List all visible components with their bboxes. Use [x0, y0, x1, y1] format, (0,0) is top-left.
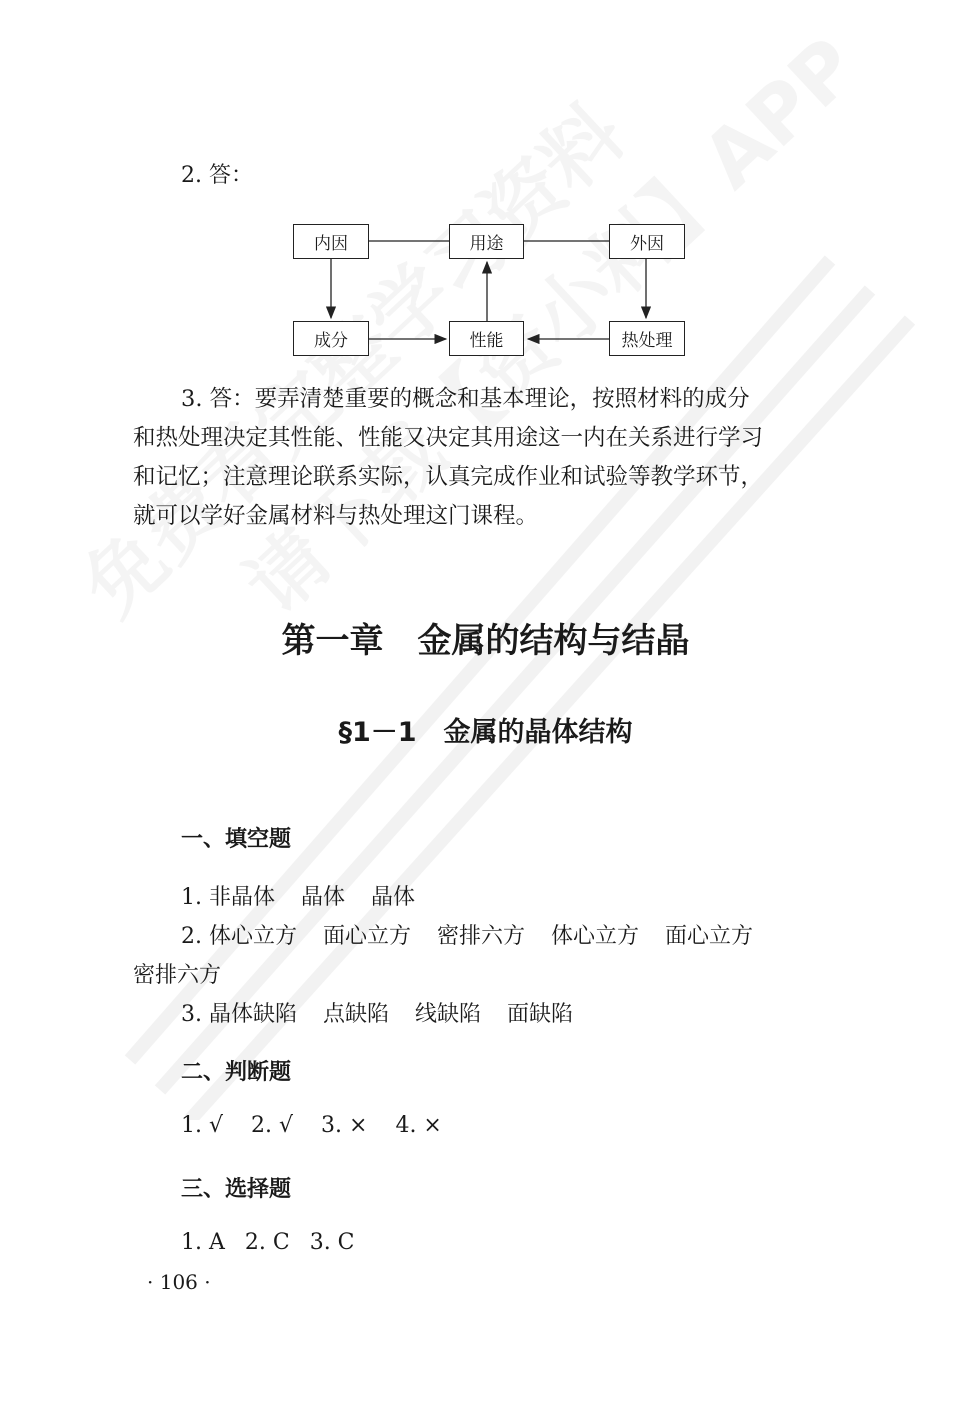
answer-text: 密排六方 — [437, 924, 526, 949]
judge-heading: 二、判断题 — [181, 1060, 292, 1085]
answer-text: 2. √ — [251, 1113, 294, 1138]
section-title: §1－1 金属的晶体结构 — [338, 717, 633, 748]
box-rechuli: 热处理 — [609, 321, 685, 356]
choice-answers — [181, 1230, 383, 1255]
fill-blank-heading: 一、填空题 — [181, 827, 292, 852]
answer-text: 3. C — [309, 1230, 355, 1255]
chapter-title: 第一章 金属的结构与结晶 — [281, 621, 690, 661]
answer-text: 线缺陷 — [415, 1002, 482, 1027]
box-yongtu: 用途 — [449, 224, 524, 259]
answer-text: 2. C — [244, 1230, 290, 1255]
answer-text: 1. A — [181, 1230, 225, 1255]
q3-line-2: 和热处理决定其性能、性能又决定其用途这一内在关系进行学习 — [133, 425, 764, 451]
choice-heading: 三、选择题 — [181, 1177, 292, 1202]
fill-blank-answer-2 — [181, 919, 779, 950]
answer-text: 4. × — [395, 1113, 442, 1138]
box-neiyin: 内因 — [293, 224, 369, 259]
answer-text: 1. √ — [181, 1113, 224, 1138]
q2-label: 2. 答： — [181, 163, 253, 188]
page-number: · 106 · — [147, 1270, 211, 1294]
answer-text: 3. 晶体缺陷 — [181, 1002, 297, 1027]
answer-text: 晶体 — [300, 885, 345, 910]
answer-text: 1. 非晶体 — [181, 885, 275, 910]
answer-text: 3. × — [321, 1113, 368, 1138]
box-xingneng: 性能 — [449, 321, 524, 356]
q3-line-1: 3. 答：要弄清楚重要的概念和基本理论，按照材料的成分 — [181, 386, 750, 412]
answer-text: 晶体 — [371, 885, 416, 910]
box-waiyin: 外因 — [609, 224, 685, 259]
answer-text: 体心立方 — [551, 924, 640, 949]
q3-line-4: 就可以学好金属材料与热处理这门课程。 — [133, 503, 539, 529]
answer-text: 面心立方 — [665, 924, 754, 949]
fill-blank-answer-3 — [181, 997, 599, 1028]
q3-answer — [133, 380, 853, 536]
answer-text: 面心立方 — [322, 924, 411, 949]
answer-text: 面缺陷 — [507, 1002, 574, 1027]
judge-answers — [181, 1113, 470, 1138]
fill-blank-answer-2-cont: 密排六方 — [133, 963, 222, 988]
box-chengfen: 成分 — [293, 321, 369, 356]
fill-blank-answer-1 — [181, 880, 441, 911]
answer-text: 2. 体心立方 — [181, 924, 297, 949]
q3-line-3: 和记忆；注意理论联系实际，认真完成作业和试验等教学环节， — [133, 464, 764, 490]
answer-text: 点缺陷 — [322, 1002, 389, 1027]
